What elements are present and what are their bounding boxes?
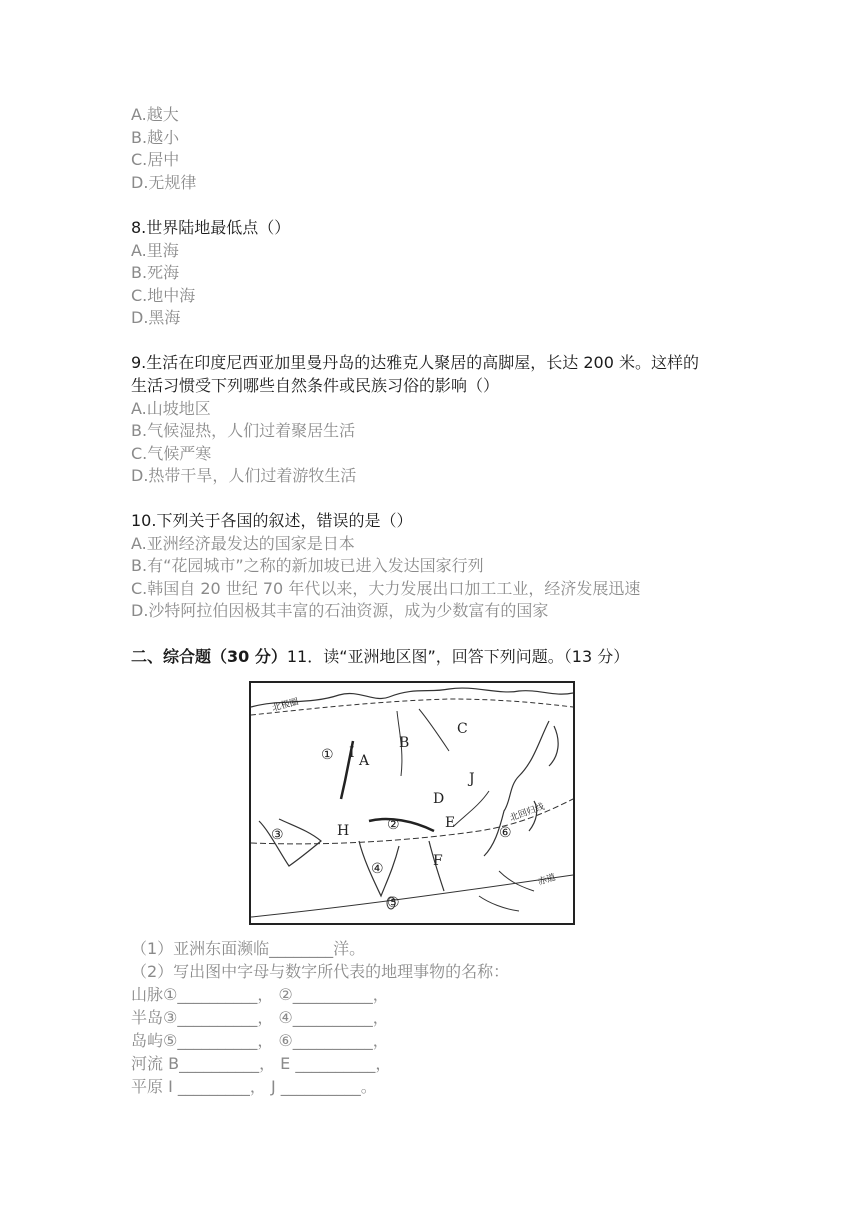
arctic-circle-label: 北极圈: [271, 697, 300, 714]
q7-option-b: B.越小: [131, 128, 180, 147]
fill-line-6: 河流 B__________， E __________，: [131, 1054, 392, 1073]
label-b: B: [399, 735, 410, 751]
fill-line-5: 岛屿⑤__________， ⑥__________，: [131, 1031, 389, 1050]
label-j: J: [469, 771, 475, 787]
asia-map-figure: [249, 681, 575, 925]
section2-title: 二、综合题（30 分）: [131, 647, 287, 666]
q7-option-d: D.无规律: [131, 173, 197, 192]
q9-option-c: C.气候严寒: [131, 444, 212, 463]
q8-option-a: A.里海: [131, 241, 179, 260]
q9-stem-line2: 生活习惯受下列哪些自然条件或民族习俗的影响（）: [131, 376, 500, 395]
q10-option-c: C.韩国自 20 世纪 70 年代以来，大力发展出口加工工业，经济发展迅速: [131, 579, 641, 598]
asia-map-svg: [249, 681, 575, 925]
label-6: ⑥: [499, 825, 512, 841]
label-1: ①: [321, 747, 334, 763]
label-2: ②: [387, 817, 400, 833]
label-i: I: [349, 745, 355, 761]
q10-option-a: A.亚洲经济最发达的国家是日本: [131, 534, 355, 553]
q10-stem: 10.下列关于各国的叙述，错误的是（）: [131, 511, 413, 530]
q9-option-d: D.热带干旱，人们过着游牧生活: [131, 466, 357, 485]
label-c: C: [457, 721, 468, 737]
q8-stem: 8.世界陆地最低点（）: [131, 218, 291, 237]
section2-heading: [131, 646, 629, 668]
q8-option-d: D.黑海: [131, 308, 181, 327]
label-5: ⑤: [387, 895, 400, 911]
q10-option-d: D.沙特阿拉伯因极其丰富的石油资源，成为少数富有的国家: [131, 601, 549, 620]
label-e: E: [445, 815, 456, 831]
fill-line-4: 半岛③__________， ④__________，: [131, 1008, 389, 1027]
section2-question11: 11．读“亚洲地区图”，回答下列问题。（13 分）: [286, 647, 630, 666]
q7-option-a: A.越大: [131, 105, 179, 124]
fill-line-3: 山脉①__________， ②__________，: [131, 985, 389, 1004]
q7-option-c: C.居中: [131, 150, 180, 169]
q8-option-b: B.死海: [131, 263, 180, 282]
equator-label: 赤道: [536, 872, 558, 888]
fill-line-7: 平原 I _________， J __________。: [131, 1077, 377, 1096]
tropic-label: 北回归线: [508, 802, 546, 824]
label-d: D: [433, 791, 445, 807]
label-a: A: [359, 753, 370, 769]
fill-line-2: （2）写出图中字母与数字所代表的地理事物的名称：: [131, 962, 510, 981]
q9-option-b: B.气候湿热，人们过着聚居生活: [131, 421, 356, 440]
label-f: F: [433, 853, 443, 869]
label-3: ③: [271, 827, 284, 843]
q9-option-a: A.山坡地区: [131, 399, 211, 418]
label-h: H: [337, 823, 350, 839]
q10-option-b: B.有“花园城市”之称的新加坡已进入发达国家行列: [131, 556, 484, 575]
label-4: ④: [371, 861, 384, 877]
q8-option-c: C.地中海: [131, 286, 196, 305]
q9-stem-line1: 9.生活在印度尼西亚加里曼丹岛的达雅克人聚居的高脚屋，长达 200 米。这样的: [131, 353, 699, 372]
fill-line-1: （1）亚洲东面濒临________洋。: [131, 939, 366, 958]
